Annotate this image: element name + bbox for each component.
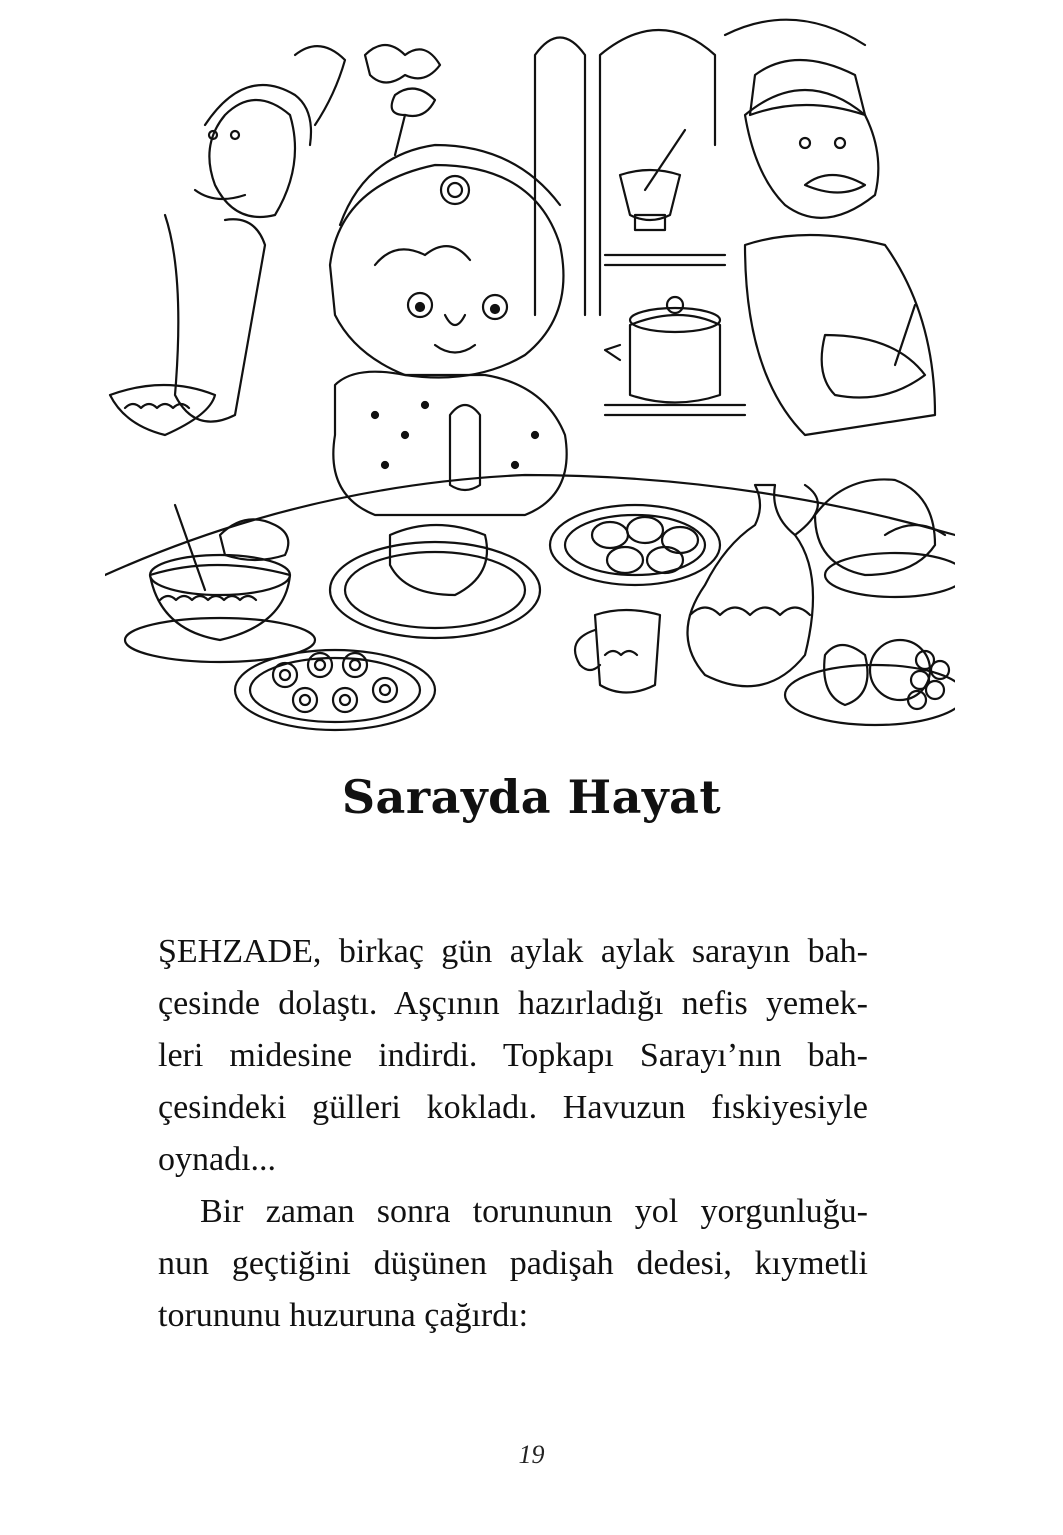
chapter-title: Sarayda Hayat bbox=[341, 770, 722, 824]
text-line: oynadı... bbox=[158, 1141, 277, 1178]
body-text bbox=[158, 926, 868, 1342]
text-line: torununu huzuruna çağırdı: bbox=[158, 1297, 529, 1334]
kitchen-illustration bbox=[105, 15, 955, 745]
page-number: 19 bbox=[518, 1440, 545, 1469]
text-line: çesindeki gülleri kokladı. Havuzun fıskiyesiyle bbox=[158, 1089, 868, 1126]
text-line: Bir zaman sonra torununun yol yorgunluğu- bbox=[200, 1193, 868, 1230]
text-line: ŞEHZADE, birkaç gün aylak aylak sarayın bah- bbox=[158, 933, 868, 970]
text-line: leri midesine indirdi. Topkapı Sarayı’nın bah- bbox=[158, 1037, 868, 1074]
text-line: çesinde dolaştı. Aşçının hazırladığı nefis yemek- bbox=[158, 985, 868, 1022]
palace-kitchen-icon bbox=[105, 15, 955, 745]
text-line: nun geçtiğini düşünen padişah dedesi, kıymetli bbox=[158, 1245, 868, 1282]
